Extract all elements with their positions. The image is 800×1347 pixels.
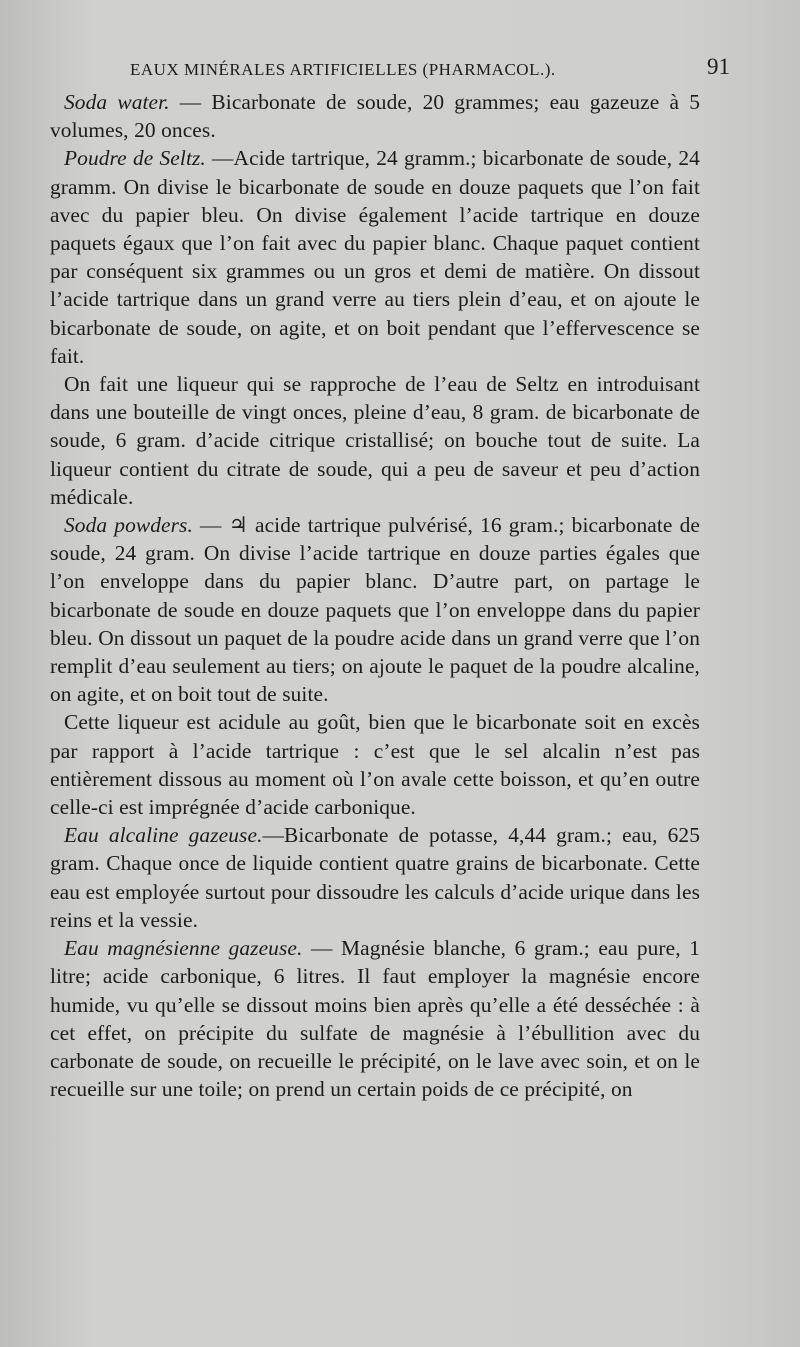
paragraph-text: — Bicarbonate de soude, 20 grammes; eau gazeuze à 5 volumes, 20 onces. (50, 90, 700, 143)
running-title: EAUX MINÉRALES ARTIFICIELLES (PHARMACOL.). (130, 60, 556, 79)
page-number: 91 (707, 54, 730, 79)
body-text (50, 88, 700, 1103)
paragraph-text: On fait une liqueur qui se rapproche de l’eau de Seltz en introduisant dans une bouteille de vingt onces, pleine d’eau, 8 gram. de bicarbonate de soude, 6 gram. d’acide citrique cristallisé; on bouche tout de suite. La liqueur contient du citrate de soude, qui a peu de saveur et peu d’action médicale. (50, 372, 700, 509)
entry-title: Soda water. (64, 90, 170, 114)
paragraph-text: — ♃ acide tartrique pulvérisé, 16 gram.; bicarbonate de soude, 24 gram. On divise l’acide tartrique en douze parties égales que l’on enveloppe dans du papier blanc. D’autre part, on partage le bicarbonate de soude en douze paquets que l’on enveloppe dans du papier bleu. On dissout un paquet de la poudre acide dans un grand verre que l’on remplit d’eau seulement au tiers; on ajoute le paquet de la poudre alcaline, on agite, et on boit tout de suite. (50, 513, 701, 707)
entry-title: Eau alcaline gazeuse. (64, 823, 263, 848)
paragraph (50, 88, 700, 144)
paragraph (50, 511, 700, 708)
paragraph-text: —Bicarbonate de potasse, 4,44 gram.; eau, 625 gram. Chaque once de liquide contient quatre grains de bicarbonate. Cette eau est employée surtout pour dissoudre les calculs d’acide urique dans les reins et la vessie. (50, 823, 700, 932)
paragraph (50, 144, 700, 370)
entry-title: Soda powders. (64, 513, 193, 538)
entry-title: Eau magnésienne gazeuse. (64, 936, 303, 961)
paragraph-text: —Acide tartrique, 24 gramm.; bicarbonate de soude, 24 gramm. On divise le bicarbonate de soude en douze paquets que l’on fait avec du papier bleu. On divise également l’acide tartrique en douze paquets égaux que l’on fait avec du papier blanc. Chaque paquet contient par conséquent six grammes ou un gros et demi de matière. On dissout l’acide tartrique dans un grand verre au tiers plein d’eau, et on ajoute le bicarbonate de soude, on agite, et on boit pendant que l’effervescence se fait. (50, 146, 700, 368)
book-page (50, 52, 730, 1103)
entry-title: Poudre de Seltz. (64, 146, 206, 171)
paragraph (50, 821, 700, 934)
paragraph (50, 370, 700, 511)
page-header (50, 52, 730, 86)
paragraph-text: Cette liqueur est acidule au goût, bien que le bicarbonate soit en excès par rapport à l’acide tartrique : c’est que le sel alcalin n’est pas entièrement dissous au moment où l’on avale cette boisson, et qu’en outre celle-ci est imprégnée d’acide carbonique. (50, 710, 700, 820)
paragraph-text: — Magnésie blanche, 6 gram.; eau pure, 1 litre; acide carbonique, 6 litres. Il faut employer la magnésie encore humide, vu qu’elle se dissout moins bien après qu’elle a été desséchée : à cet effet, on précipite du sulfate de magnésie à l’ébullition avec du carbonate de soude, on recueille le précipité, on le lave avec soin, et on le recueille sur une toile; on prend un certain poids de ce précipité, on (50, 936, 701, 1102)
paragraph (50, 934, 700, 1103)
paragraph (50, 708, 700, 821)
